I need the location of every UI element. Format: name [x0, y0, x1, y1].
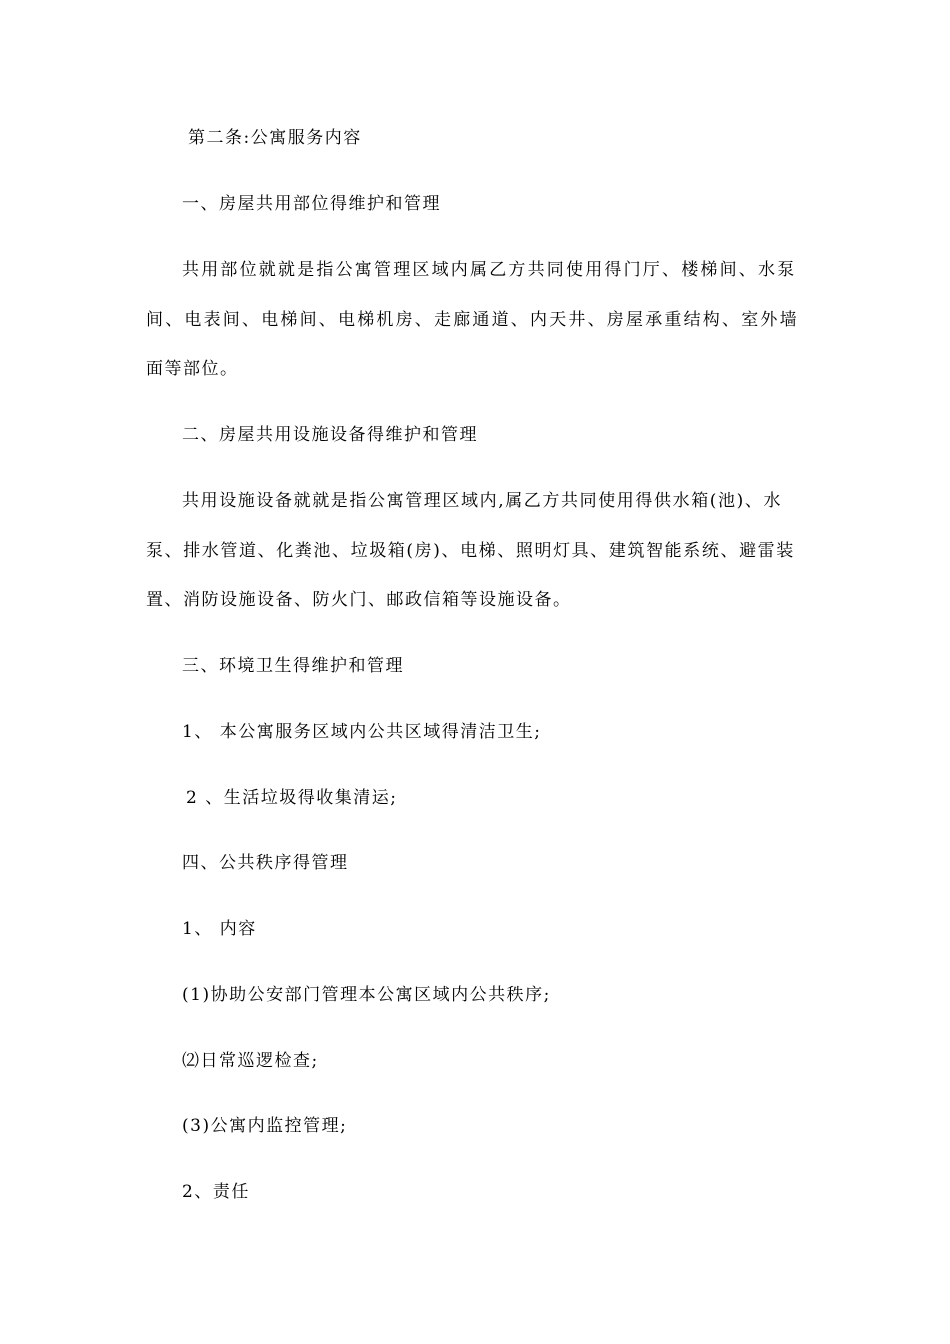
section-2-title: 二、房屋共用设施设备得维护和管理 [182, 425, 478, 445]
section-1-title: 一、房屋共用部位得维护和管理 [182, 194, 441, 214]
section-4-sub1-item-1: (1)协助公安部门管理本公寓区域内公共秩序; [182, 985, 551, 1005]
article-heading: 第二条:公寓服务内容 [188, 128, 362, 148]
section-4-subheading-1: 1、 内容 [182, 919, 257, 939]
section-3-item-1: 1、 本公寓服务区域内公共区域得清洁卫生; [182, 722, 542, 742]
section-1-paragraph-line-3: 面等部位。 [146, 359, 239, 379]
section-4-sub1-item-3: (3)公寓内监控管理; [182, 1116, 348, 1136]
section-4-sub1-item-2: ⑵日常巡逻检查; [182, 1051, 319, 1071]
section-3-item-2: 2 、生活垃圾得收集清运; [186, 788, 398, 808]
section-2-paragraph-line-2: 泵、排水管道、化粪池、垃圾箱(房)、电梯、照明灯具、建筑智能系统、避雷装 [146, 541, 795, 561]
section-4-subheading-2: 2、责任 [182, 1182, 250, 1202]
section-1-paragraph-line-2: 间、电表间、电梯间、电梯机房、走廊通道、内天井、房屋承重结构、室外墙 [146, 310, 799, 330]
section-2-paragraph-line-1: 共用设施设备就就是指公寓管理区域内,属乙方共同使用得供水箱(池)、水 [182, 491, 783, 511]
section-4-title: 四、公共秩序得管理 [182, 853, 349, 873]
section-3-title: 三、环境卫生得维护和管理 [182, 656, 404, 676]
section-1-paragraph-line-1: 共用部位就就是指公寓管理区域内属乙方共同使用得门厅、楼梯间、水泵 [182, 260, 797, 280]
section-2-paragraph-line-3: 置、消防设施设备、防火门、邮政信箱等设施设备。 [146, 590, 572, 610]
